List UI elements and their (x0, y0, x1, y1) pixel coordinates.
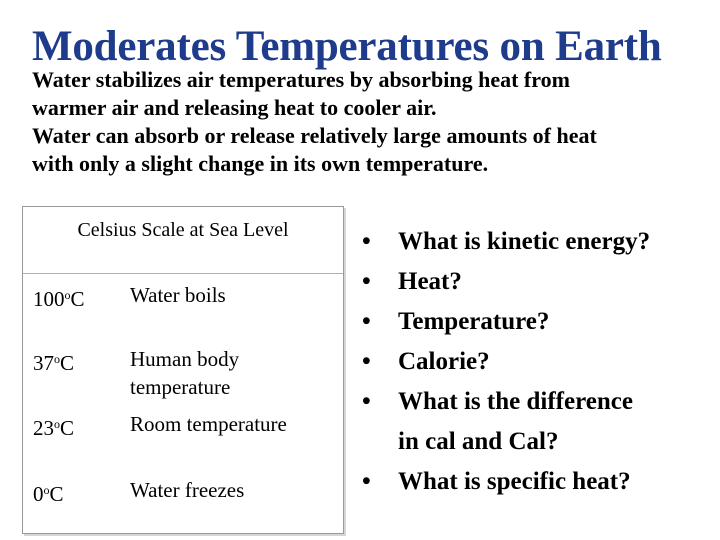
bullet-icon: • (362, 228, 371, 255)
list-item: • Calorie? (362, 342, 702, 382)
intro-text (32, 66, 702, 178)
celsius-table (22, 206, 344, 534)
list-item: • Heat? (362, 262, 702, 302)
slide-title: Moderates Temperatures on Earth (32, 23, 662, 70)
temperature-value: 100$^o$C (33, 287, 85, 311)
temperature-value: 37$^o$C (33, 351, 75, 375)
list-item: • What is the difference in cal and Cal? (362, 382, 702, 462)
list-item: • What is specific heat? (362, 462, 702, 502)
bullet-icon: • (362, 348, 371, 375)
list-item: • What is kinetic energy? (362, 222, 702, 262)
table-title: Celsius Scale at Sea Level (77, 219, 289, 241)
bullet-icon: • (362, 388, 371, 415)
temperature-label: Room temperature (130, 412, 287, 436)
bullet-icon: • (362, 268, 371, 295)
temperature-value: 0$^o$C (33, 482, 64, 506)
temperature-label: Water boils (130, 283, 226, 307)
table-divider (23, 273, 343, 274)
list-item: • Temperature? (362, 302, 702, 342)
bullet-icon: • (362, 468, 371, 495)
question-list (362, 222, 702, 502)
intro-line: Water can absorb or release relatively large amounts of heat (32, 123, 597, 148)
intro-line: warmer air and releasing heat to cooler air. (32, 95, 437, 120)
intro-line: with only a slight change in its own temperature. (32, 151, 489, 176)
temperature-value: 23$^o$C (33, 416, 75, 440)
bullet-icon: • (362, 308, 371, 335)
temperature-label: Human body temperature (130, 347, 240, 399)
temperature-label: Water freezes (130, 478, 245, 502)
intro-line: Water stabilizes air temperatures by absorbing heat from (32, 67, 570, 92)
